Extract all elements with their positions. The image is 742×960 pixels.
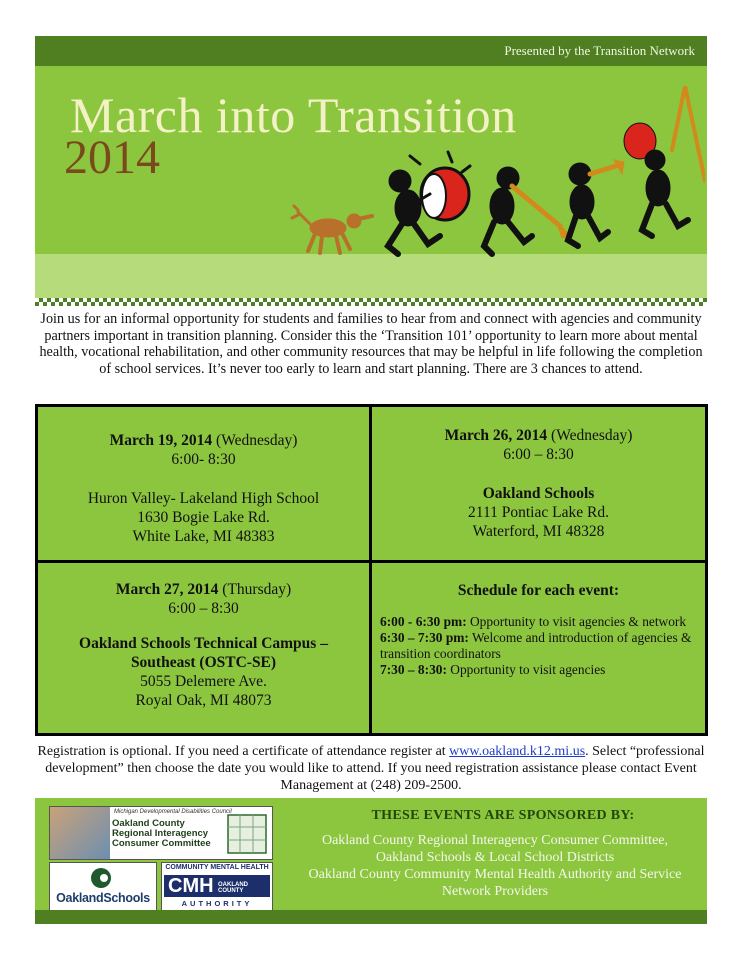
marching-band-illustration: [280, 86, 705, 266]
schedule-item: [380, 662, 695, 678]
oakland-schools-leaf-icon: [86, 867, 116, 889]
event-day: (Wednesday): [547, 427, 633, 444]
event-city: Royal Oak, MI 48073: [135, 692, 272, 709]
event-card-march-26: [372, 407, 705, 560]
cmh-letters: CMH: [168, 875, 214, 897]
trumpet-player-icon: [568, 160, 624, 246]
cmh-top-text: COMMUNITY MENTAL HEALTH: [165, 864, 269, 871]
schedule-time: 6:30 – 7:30 pm:: [380, 630, 469, 645]
event-city: Waterford, MI 48328: [472, 523, 605, 540]
header-top-bar: [35, 36, 707, 66]
event-city: White Lake, MI 48383: [132, 528, 275, 545]
sponsors-section: [35, 798, 707, 924]
schedule-heading: Schedule for each event:: [457, 582, 620, 599]
cmh-logo: [161, 862, 273, 912]
page-title: March into Transition: [70, 87, 517, 143]
schedule-desc: Opportunity to visit agencies & network: [466, 614, 687, 629]
schedule-item: [380, 630, 695, 662]
footer-bar: [35, 910, 707, 924]
cmh-authority: AUTHORITY: [181, 899, 253, 908]
sponsors-list: [285, 832, 705, 900]
checker-divider: [35, 298, 707, 306]
event-time: 6:00 – 8:30: [503, 446, 574, 463]
cmh-bar: [164, 875, 270, 897]
schedule-desc: Welcome and introduction of agencies & transition coordinators: [380, 630, 692, 661]
cmh-county: OAKLAND COUNTY: [218, 882, 248, 894]
registration-link[interactable]: www.oakland.k12.mi.us: [449, 744, 586, 759]
event-day: (Thursday): [218, 581, 292, 598]
event-date: March 26, 2014: [444, 427, 548, 444]
schedule-time: 6:00 - 6:30 pm:: [380, 614, 467, 629]
schedule-item: [380, 614, 695, 630]
event-venue: Oakland Schools Technical Campus – Southeast (OSTC-SE): [79, 635, 328, 671]
event-card-march-19: [38, 407, 369, 560]
event-day: (Wednesday): [212, 432, 298, 449]
event-card-march-27: [38, 563, 369, 733]
sponsor-line: Oakland Schools & Local School Districts: [375, 850, 615, 865]
sponsor-line: Oakland County Community Mental Health Authority and Service Network Providers: [308, 867, 682, 899]
schedule-list: [372, 614, 705, 678]
page-year: 2014: [64, 131, 160, 184]
registration-note: [36, 743, 706, 794]
event-address: 5055 Delemere Ave.: [140, 673, 267, 690]
cymbal-player-icon: [624, 86, 705, 236]
event-date: March 27, 2014: [115, 581, 219, 598]
oakland-schools-logo: [49, 862, 157, 912]
county-map-icon: [226, 813, 268, 855]
dog-icon: [292, 206, 372, 253]
event-venue: Huron Valley- Lakeland High School: [87, 490, 320, 507]
oakland-schools-wordmark: OaklandSchools: [56, 891, 150, 905]
registration-text: Registration is optional. If you need a certificate of attendance register at: [37, 744, 450, 759]
trombone-player-icon: [484, 167, 570, 254]
sponsor-line: Oakland County Regional Interagency Consumer Committee,: [321, 833, 669, 848]
presented-by: Presented by the Transition Network: [504, 43, 695, 58]
schedule-desc: Opportunity to visit agencies: [446, 662, 606, 677]
event-date: March 19, 2014: [109, 432, 213, 449]
event-address: 1630 Bogie Lake Rd.: [137, 509, 270, 526]
event-venue: Oakland Schools: [482, 485, 595, 502]
orcc-council-text: Michigan Developmental Disabilities Council: [114, 809, 232, 815]
schedule-time: 7:30 – 8:30:: [380, 662, 447, 677]
event-time: 6:00- 8:30: [171, 451, 236, 468]
sponsors-heading: THESE EVENTS ARE SPONSORED BY:: [371, 808, 635, 823]
orcc-name: Oakland County Regional Interagency Consumer Committee: [112, 818, 211, 849]
event-time: 6:00 – 8:30: [168, 600, 239, 617]
events-grid: [35, 404, 708, 736]
schedule-card: [372, 563, 705, 733]
orcc-logo: [49, 806, 273, 860]
drummer-icon: [388, 152, 470, 254]
intro-paragraph: Join us for an informal opportunity for students and families to hear from and connect with agencies and community partners important in transition planning. Consider this the ‘Transition 101’ opportunity to learn more about mental health, vocational rehabilitation, and other community resources that may be helpful in life following the completion of school services. It’s never too early to learn and start planning. There are 3 chances to attend.: [39, 311, 703, 377]
event-address: 2111 Pontiac Lake Rd.: [468, 504, 609, 521]
registration-text-2: . Select “professional development” then choose the date you would like to attend. If you need registration assistance please contact Event Management at (248) 209-2500.: [45, 744, 705, 793]
hands-image: [50, 807, 110, 859]
